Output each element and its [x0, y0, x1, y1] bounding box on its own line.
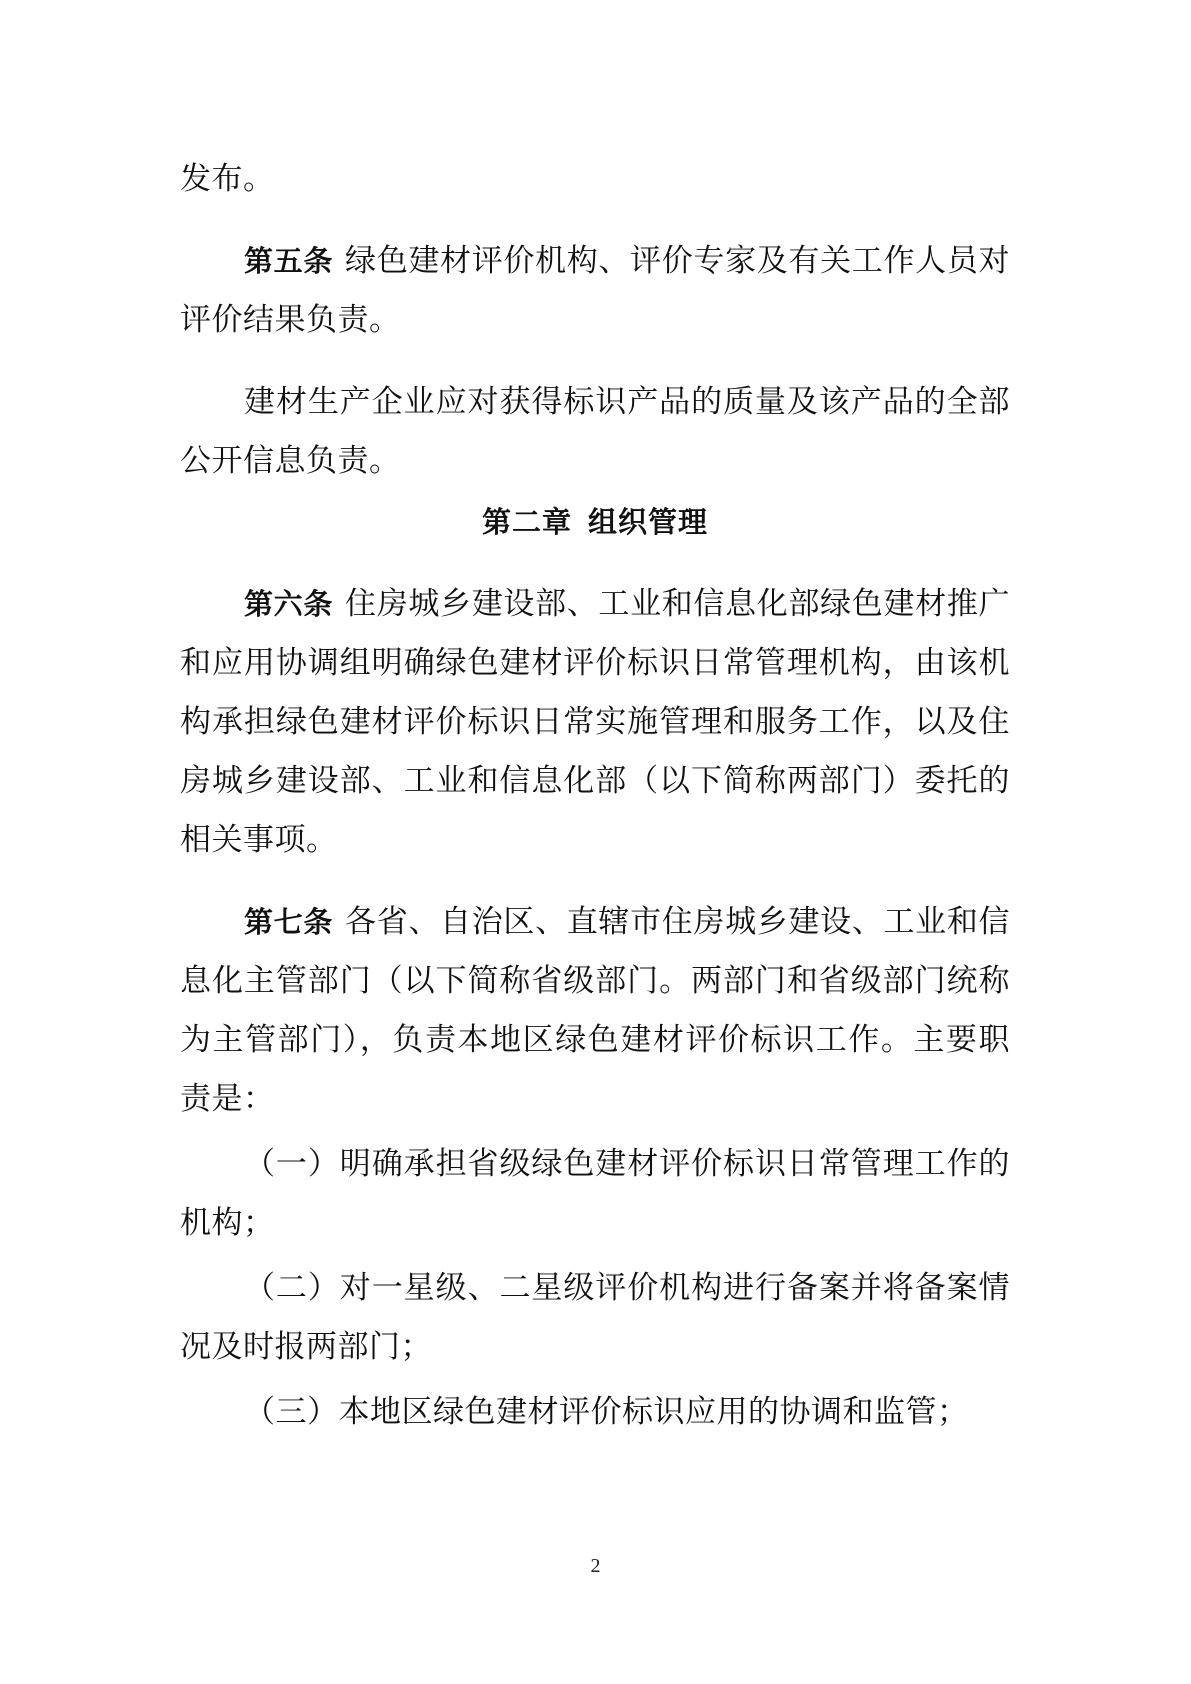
article-text: 各省、自治区、直辖市住房城乡建设、工业和信息化主管部门（以下简称省级部门。两部门和省级部门统称为主管部门），负责本地区绿色建材评价标识工作。主要职责是： — [180, 904, 1010, 1117]
article-5 — [180, 232, 1010, 350]
document-body — [180, 150, 1010, 1442]
list-item-3 — [180, 1383, 1010, 1442]
article-label: 第七条 — [244, 905, 334, 939]
chapter-number: 第二章 — [481, 505, 572, 539]
article-7 — [180, 893, 1010, 1129]
page-number: 2 — [590, 1555, 601, 1577]
article-text: 绿色建材评价机构、评价专家及有关工作人员对评价结果负责。 — [180, 243, 1010, 338]
article-5-paragraph-2 — [180, 373, 1010, 491]
list-item-2 — [180, 1259, 1010, 1377]
article-6 — [180, 575, 1010, 870]
paragraph-continuation — [180, 150, 1010, 209]
list-item-text: （二）对一星级、二星级评价机构进行备案并将备案情况及时报两部门； — [180, 1270, 1010, 1365]
chapter-title: 组织管理 — [588, 505, 709, 539]
chapter-heading — [180, 493, 1010, 552]
list-item-1 — [180, 1135, 1010, 1253]
list-item-text: （一）明确承担省级绿色建材评价标识日常管理工作的机构； — [180, 1146, 1010, 1241]
list-item-text: （三）本地区绿色建材评价标识应用的协调和监管； — [244, 1394, 969, 1430]
article-label: 第六条 — [244, 587, 334, 621]
paragraph-text: 建材生产企业应对获得标识产品的质量及该产品的全部公开信息负责。 — [180, 384, 1010, 479]
article-label: 第五条 — [244, 244, 334, 278]
paragraph-text: 发布。 — [180, 161, 275, 197]
article-text: 住房城乡建设部、工业和信息化部绿色建材推广和应用协调组明确绿色建材评价标识日常管理机构，由该机构承担绿色建材评价标识日常实施管理和服务工作，以及住房城乡建设部、工业和信息化部（以下简称两部门）委托的相关事项。 — [180, 586, 1010, 858]
